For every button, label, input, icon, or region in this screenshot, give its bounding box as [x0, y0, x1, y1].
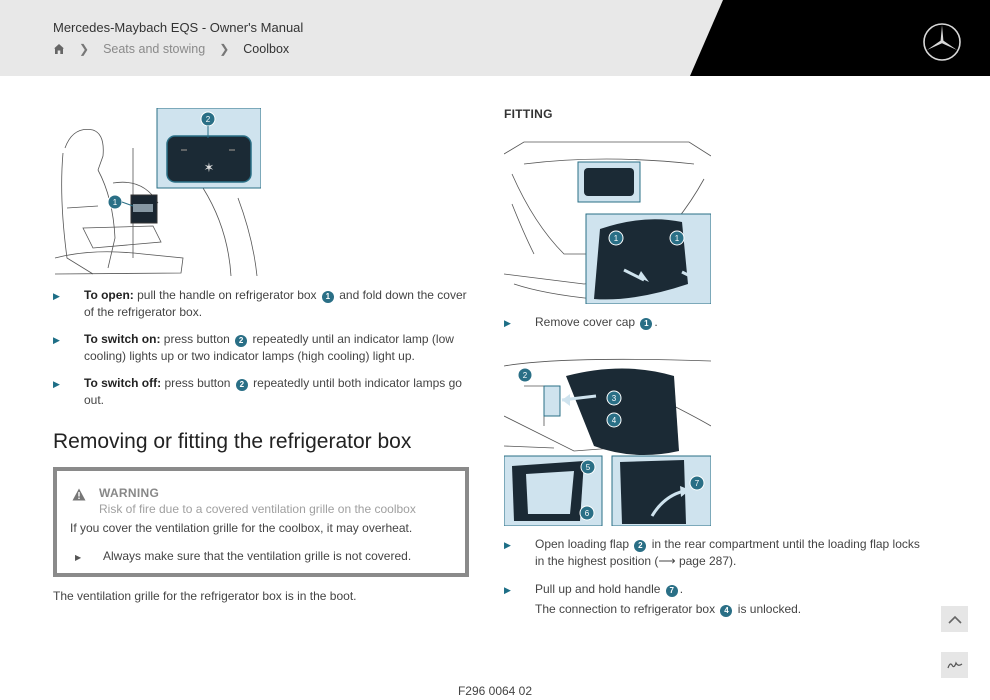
- warning-bullet-text: Always make sure that the ventilation grille is not covered.: [103, 549, 412, 563]
- callout-badge: 4: [720, 605, 732, 617]
- bullet-arrow-icon: ▶: [53, 291, 60, 301]
- instruction-label: To switch off:: [84, 376, 162, 390]
- step-text: Open loading flap: [535, 537, 633, 551]
- instruction-text: out.: [84, 393, 105, 407]
- warning-box: [53, 467, 469, 577]
- instruction-switch-on: [53, 331, 473, 365]
- ventilation-note: The ventilation grille for the refrigerator box is in the boot.: [53, 589, 357, 603]
- instruction-open: [53, 287, 473, 321]
- callout-5: 5: [585, 463, 591, 472]
- chevron-up-icon: [948, 615, 962, 624]
- warning-body: If you cover the ventilation grille for the coolbox, it may overheat.: [70, 521, 413, 535]
- bullet-arrow-icon: ▶: [504, 318, 511, 328]
- callout-badge: 7: [666, 585, 678, 597]
- step-remove-cap: [504, 314, 934, 332]
- callout-1: 1: [613, 234, 619, 243]
- step-open-flap: [504, 536, 934, 570]
- instruction-text: press button: [161, 376, 234, 390]
- page-number-icon: [947, 661, 963, 670]
- step-text: Pull up and hold handle: [535, 582, 664, 596]
- callout-1: 1: [674, 234, 680, 243]
- warning-bullet: [75, 549, 411, 563]
- breadcrumb-seats[interactable]: Seats and stowing: [103, 42, 206, 56]
- callout-badge: 2: [236, 379, 248, 391]
- bullet-arrow-icon: ▶: [53, 335, 60, 345]
- step-text: .: [679, 582, 684, 596]
- snowflake-icon: ✶: [203, 160, 215, 175]
- instruction-text: of the refrigerator box.: [84, 305, 203, 319]
- callout-2: 2: [205, 115, 211, 124]
- step-text: The connection to refrigerator box: [535, 602, 719, 616]
- app-title: Mercedes-Maybach EQS - Owner's Manual: [53, 20, 304, 35]
- callout-badge: 2: [235, 335, 247, 347]
- step-text: in the rear compartment until the loading flap locks: [648, 537, 920, 551]
- scroll-top-button[interactable]: [941, 606, 968, 632]
- instruction-label: To switch on:: [84, 332, 161, 346]
- home-icon[interactable]: [53, 43, 65, 55]
- page-header: [0, 0, 990, 76]
- bullet-arrow-icon: ▶: [504, 585, 511, 595]
- mercedes-star-icon[interactable]: [922, 22, 962, 62]
- warning-title: WARNING: [99, 486, 160, 500]
- step-pull-handle: [504, 581, 934, 599]
- callout-7: 7: [694, 479, 700, 488]
- chevron-right-icon: ❯: [79, 42, 90, 56]
- bullet-arrow-icon: ▶: [53, 379, 60, 389]
- instruction-text: repeatedly until an indicator lamp (low: [249, 332, 454, 346]
- callout-3: 3: [611, 394, 617, 403]
- instruction-text: cooling) lights up or two indicator lamps (high cooling) light up.: [84, 349, 415, 363]
- callout-badge: 1: [640, 318, 652, 330]
- bullet-arrow-icon: ▶: [75, 553, 82, 562]
- instruction-text: repeatedly until both indicator lamps go: [249, 376, 462, 390]
- breadcrumb-coolbox: Coolbox: [243, 42, 290, 56]
- chevron-right-icon: ❯: [219, 42, 230, 56]
- callout-4: 4: [611, 416, 617, 425]
- page-reference-link[interactable]: in the highest position (⟶ page 287).: [535, 554, 737, 568]
- page-number-button[interactable]: [941, 652, 968, 678]
- callout-badge: 2: [634, 540, 646, 552]
- warning-triangle-icon: [72, 488, 86, 501]
- instruction-text: press button: [160, 332, 234, 346]
- fitting-heading: FITTING: [504, 107, 553, 121]
- instruction-text: pull the handle on refrigerator box: [133, 288, 320, 302]
- instruction-switch-off: [53, 375, 473, 409]
- callout-1: 1: [112, 198, 118, 207]
- instruction-text: and fold down the cover: [335, 288, 467, 302]
- breadcrumb: [53, 42, 289, 56]
- callout-badge: 1: [322, 291, 334, 303]
- callout-2: 2: [522, 371, 528, 380]
- step-text: is unlocked.: [734, 602, 802, 616]
- figure-seat-coolbox: [53, 108, 261, 276]
- bullet-arrow-icon: ▶: [504, 540, 511, 550]
- instruction-label: To open:: [84, 288, 134, 302]
- step-text: Remove cover cap: [535, 315, 639, 329]
- warning-subtitle: Risk of fire due to a covered ventilation grille on the coolbox: [99, 502, 416, 516]
- step-text: .: [654, 315, 658, 329]
- figure-loading-flap: [504, 356, 711, 526]
- section-title: Removing or fitting the refrigerator box: [53, 430, 412, 453]
- step-result: [535, 601, 935, 618]
- callout-6: 6: [584, 509, 590, 518]
- figure-boot-cover: [504, 134, 711, 304]
- figure-code: F296 0064 02: [457, 684, 533, 698]
